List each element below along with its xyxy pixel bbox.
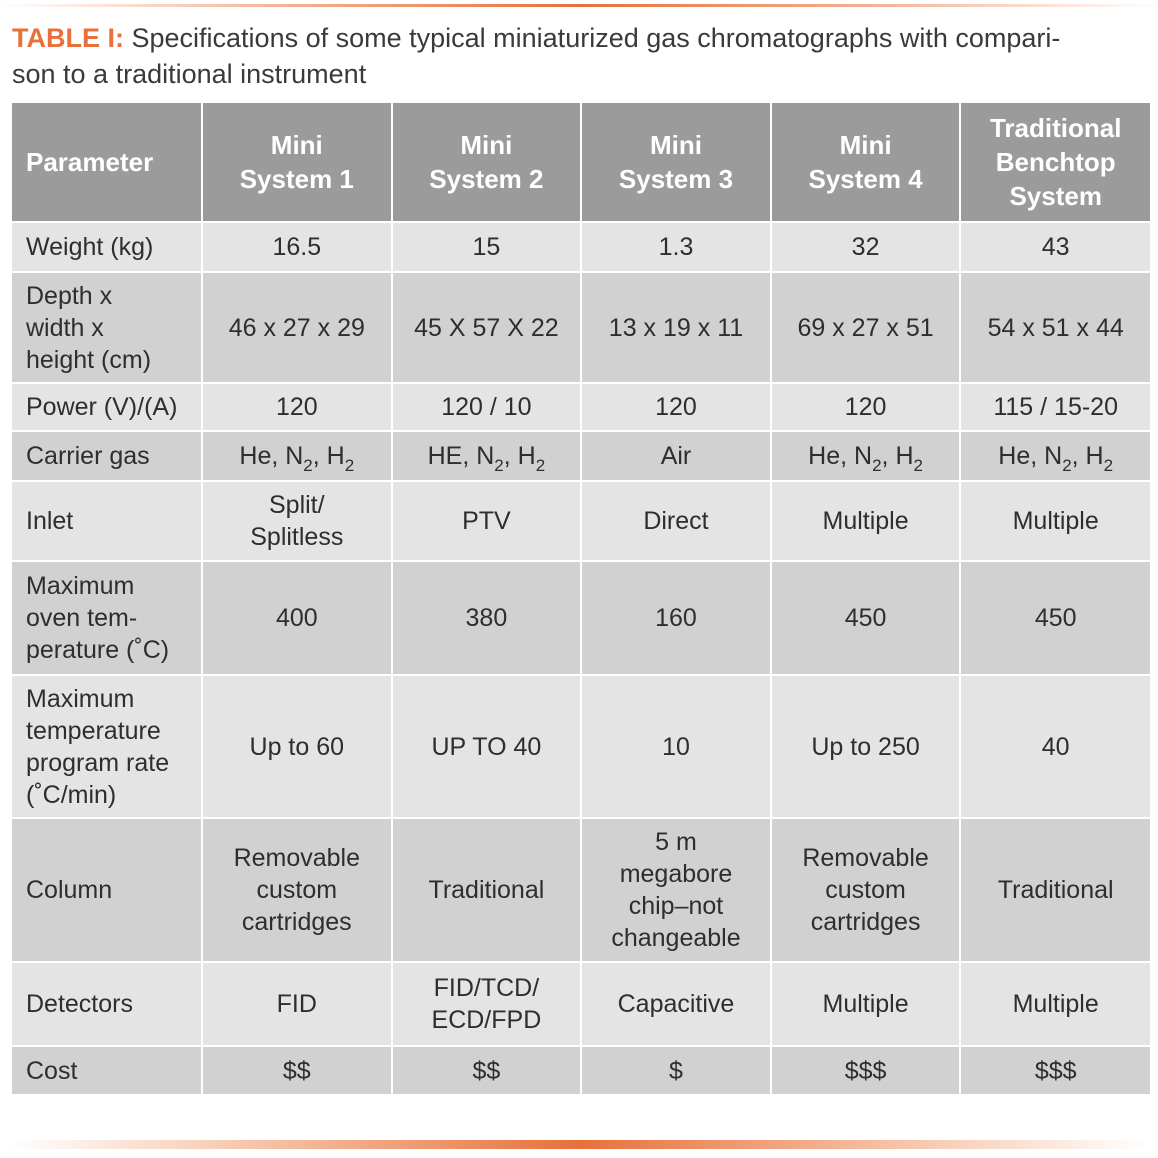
cell-part: , H [503,442,536,470]
table-cell: 450 [960,561,1150,675]
table-cell: 120 / 10 [392,383,582,431]
table-cell: $$ [392,1046,582,1095]
table-cell: Traditional [960,818,1150,962]
cell-part: , H [881,442,914,470]
subscript: 2 [494,456,504,475]
table-cell: 120 [202,383,392,431]
table-cell: Up to 250 [771,675,961,818]
table-cell: 10 [581,675,771,818]
table-cell: Up to 60 [202,675,392,818]
table-cell: 15 [392,222,582,272]
table-cell: 160 [581,561,771,675]
table-row [12,561,1150,675]
row-label: Detectors [12,962,202,1046]
subscript: 2 [344,456,355,475]
table-cell: $$$ [771,1046,961,1095]
cell-part: He, N [998,442,1063,470]
table-cell: Multiple [771,481,961,561]
table-row [12,675,1150,818]
table-cell: Multiple [771,962,961,1046]
table-cell: Direct [581,481,771,561]
table-row [12,383,1150,431]
table-cell: PTV [392,481,582,561]
table-cell: 40 [960,675,1150,818]
caption-text: Specifications of some typical miniaturized gas chromatographs with compari- son to a traditional instrument [12,23,1061,89]
table-cell: Split/ Splitless [202,481,392,561]
table-cell: UP TO 40 [392,675,582,818]
table-cell: 120 [581,383,771,431]
header-row [12,103,1150,222]
table-cell: $ [581,1046,771,1095]
table-cell: FID/TCD/ ECD/FPD [392,962,582,1046]
table-cell: 1.3 [581,222,771,272]
table-cell: 120 [771,383,961,431]
row-label: Weight (kg) [12,222,202,272]
table-cell: 45 X 57 X 22 [392,272,582,383]
table-row [12,272,1150,383]
cell-part: Air [660,442,692,470]
row-label: Column [12,818,202,962]
table-cell: 54 x 51 x 44 [960,272,1150,383]
table-cell: $$ [202,1046,392,1095]
specifications-table [12,103,1150,1096]
top-divider [0,4,1158,7]
table-header [12,103,1150,222]
header-mini-system-4: Mini System 4 [771,103,961,222]
table-cell: FID [202,962,392,1046]
table-cell: 115 / 15-20 [960,383,1150,431]
table-cell: 69 x 27 x 51 [771,272,961,383]
table-cell: 13 x 19 x 11 [581,272,771,383]
table-body [12,222,1150,1095]
cell-part: He, N [808,442,873,470]
table-cell: 450 [771,561,961,675]
subscript: 2 [535,456,546,475]
row-label: Carrier gas [12,431,202,481]
row-label: Power (V)/(A) [12,383,202,431]
table-cell [960,431,1150,481]
table-cell: 32 [771,222,961,272]
table-cell: 400 [202,561,392,675]
bottom-divider [10,1140,1148,1149]
subscript: 2 [1103,456,1114,475]
subscript: 2 [872,456,882,475]
header-mini-system-1: Mini System 1 [202,103,392,222]
table-cell [581,431,771,481]
table-row [12,1046,1150,1095]
table-cell: 380 [392,561,582,675]
table-row [12,222,1150,272]
cell-part: , H [312,442,345,470]
cell-part: He, N [239,442,304,470]
table-caption [12,20,1148,92]
header-parameter: Parameter [12,103,202,222]
header-mini-system-2: Mini System 2 [392,103,582,222]
table-cell: Multiple [960,962,1150,1046]
table-label: TABLE I: [12,23,124,53]
table-cell [771,431,961,481]
table-cell: 5 m megabore chip–not changeable [581,818,771,962]
table-cell: Removable custom cartridges [202,818,392,962]
table-cell: Traditional [392,818,582,962]
row-label: Depth x width x height (cm) [12,272,202,383]
subscript: 2 [1062,456,1072,475]
row-label: Inlet [12,481,202,561]
table-cell: 16.5 [202,222,392,272]
cell-part: HE, N [427,442,495,470]
table-row [12,431,1150,481]
table-row [12,818,1150,962]
header-mini-system-3: Mini System 3 [581,103,771,222]
row-label: Cost [12,1046,202,1095]
table-cell: 46 x 27 x 29 [202,272,392,383]
header-traditional-benchtop-system: Traditional Benchtop System [960,103,1150,222]
table-cell: 43 [960,222,1150,272]
row-label: Maximum oven tem- perature (˚C) [12,561,202,675]
table-cell [392,431,582,481]
table-cell: $$$ [960,1046,1150,1095]
table-row [12,962,1150,1046]
subscript: 2 [303,456,313,475]
subscript: 2 [913,456,923,475]
table-cell: Capacitive [581,962,771,1046]
table-row [12,481,1150,561]
table-cell [202,431,392,481]
table-cell: Removable custom cartridges [771,818,961,962]
cell-part: , H [1071,442,1104,470]
row-label: Maximum temperature program rate (˚C/min) [12,675,202,818]
table-cell: Multiple [960,481,1150,561]
